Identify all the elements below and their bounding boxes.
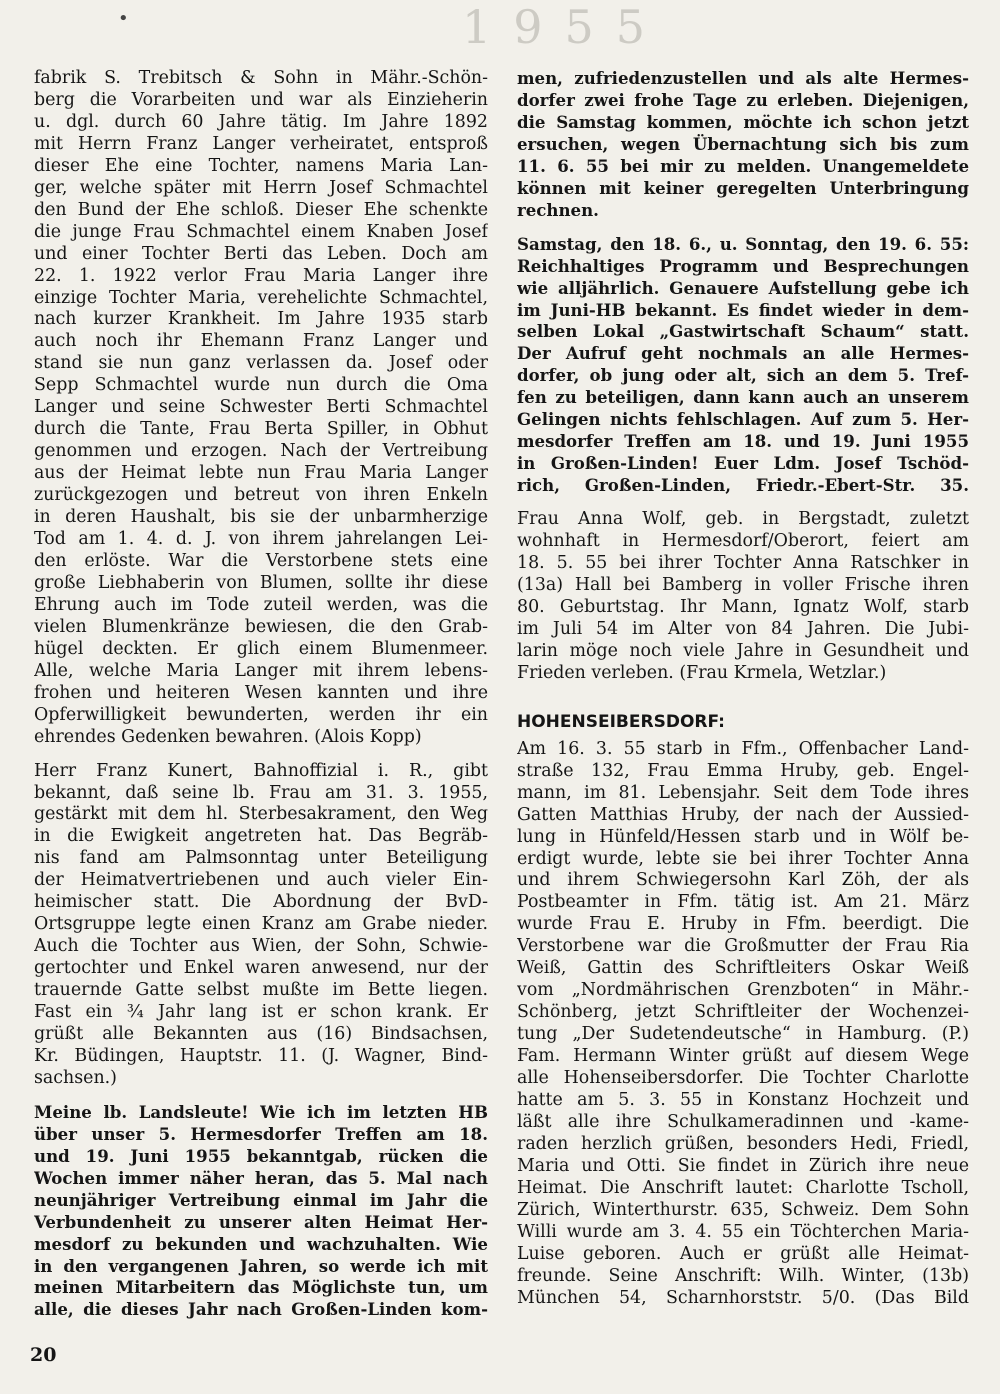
text-line: erdigt wurde, lebte sie bei ihrer Tochter Anna <box>517 848 969 869</box>
text-line: läßt alle ihre Schulkameradinnen und -kame- <box>517 1111 969 1132</box>
text-line: stand sie nun ganz verlassen da. Josef oder <box>34 353 488 374</box>
text-line: wie alljährlich. Genauere Aufstellung gebe ich <box>517 277 969 298</box>
text-line: wohnhaft in Hermesdorf/Oberort, feiert am <box>517 531 969 552</box>
left-column <box>34 68 488 1321</box>
text-line: rechnen. <box>517 199 599 220</box>
page-number: 20 <box>30 1344 57 1366</box>
text-line: Kr. Büdingen, Hauptstr. 11. (J. Wagner, Bind- <box>34 1045 488 1066</box>
text-line: und 19. Juni 1955 bekanntgab, rücken die <box>34 1145 488 1166</box>
text-line: larin möge noch viele Jahre in Gesundheit und <box>517 640 969 661</box>
text-line: zurückgezogen und betreut von ihren Enkeln <box>34 485 488 506</box>
text-line: München 54, Scharnhorststr. 5/0. (Das Bild <box>517 1287 969 1308</box>
text-line: mit Herrn Franz Langer verheiratet, entsproß <box>34 133 488 154</box>
text-line: ger, welche später mit Herrn Josef Schmachtel <box>34 177 488 198</box>
text-line: alle Hohenseibersdorfer. Die Tochter Charlotte <box>517 1068 969 1089</box>
text-line: selben Lokal „Gastwirtschaft Schaum“ statt. <box>517 321 969 342</box>
text-line: durch die Tante, Frau Berta Spiller, in Obhut <box>34 419 488 440</box>
text-line: gertochter und Enkel waren anwesend, nur der <box>34 958 488 979</box>
text-line: die junge Frau Schmachtel einem Knaben Josef <box>34 221 488 242</box>
text-line: auch noch ihr Ehemann Franz Langer und <box>34 331 488 352</box>
text-line: Meine lb. Landsleute! Wie ich im letzten HB <box>34 1101 488 1122</box>
text-line: nach kurzer Krankheit. Im Jahre 1935 starb <box>34 309 488 330</box>
text-line: Fam. Hermann Winter grüßt auf diesem Wege <box>517 1046 969 1067</box>
text-line: dorfer, ob jung oder alt, sich an dem 5. Tref- <box>517 365 969 386</box>
text-line: Alle, welche Maria Langer mit ihrem lebens- <box>34 660 488 681</box>
text-line: 80. Geburtstag. Ihr Mann, Ignatz Wolf, starb <box>517 596 969 617</box>
text-line: Verbundenheit zu unserer alten Heimat Her- <box>34 1211 488 1232</box>
text-line: Der Aufruf geht nochmals an alle Hermes- <box>517 343 969 364</box>
text-line: Auch die Tochter aus Wien, der Sohn, Schwie- <box>34 936 488 957</box>
text-line: große Liebhaberin von Blumen, sollte ihr diese <box>34 572 488 593</box>
text-line: lung in Hünfeld/Hessen starb und in Wölf be- <box>517 826 969 847</box>
text-line: Gelingen nichts fehlschlagen. Auf zum 5. Her- <box>517 409 969 430</box>
text-line: im Juni-HB bekannt. Es findet wieder in dem- <box>517 299 969 320</box>
right-column <box>517 68 969 1310</box>
text-line: Gatten Matthias Hruby, der nach der Aussied- <box>517 804 969 825</box>
text-line: Willi wurde am 3. 4. 55 ein Töchterchen Maria- <box>517 1221 969 1242</box>
text-line: den Bund der Ehe schloß. Dieser Ehe schenkte <box>34 199 488 220</box>
text-line: und ihrem Schwiegersohn Karl Zöh, der als <box>517 870 969 891</box>
text-line: ersuchen, wegen Übernachtung sich bis zum <box>517 133 969 154</box>
text-line: Am 16. 3. 55 starb in Ffm., Offenbacher Land- <box>517 738 969 759</box>
text-line: Heimat. Die Anschrift lautet: Charlotte Tscholl, <box>517 1177 969 1198</box>
paragraph-spacer <box>34 1090 488 1102</box>
text-line: Tod am 1. 4. d. J. von ihrem jahrelangen Lei- <box>34 529 488 550</box>
text-line: und einer Tochter Berti das Leben. Doch am <box>34 243 488 264</box>
paragraph-spacer <box>517 222 969 234</box>
text-line: 18. 5. 55 bei ihrer Tochter Anna Ratschker in <box>517 553 969 574</box>
text-line: dorfer zwei frohe Tage zu erleben. Diejenigen, <box>517 89 969 110</box>
text-line: im Juli 54 im Alter von 84 Jahren. Die Jubi- <box>517 618 969 639</box>
text-line: straße 132, Frau Emma Hruby, geb. Engel- <box>517 760 969 781</box>
text-line: frohen und heiteren Wesen kannten und ihre <box>34 682 488 703</box>
text-line: rich, Großen-Linden, Friedr.-Ebert-Str. 35. <box>517 475 969 496</box>
text-line: mann, im 81. Lebensjahr. Seit dem Tode ihres <box>517 782 969 803</box>
text-line: Verstorbene war die Großmutter der Frau Ria <box>517 936 969 957</box>
text-line: über unser 5. Hermesdorfer Treffen am 18. <box>34 1123 488 1144</box>
text-line: in deren Haushalt, bis sie der unbarmherzige <box>34 507 488 528</box>
text-line: Samstag, den 18. 6., u. Sonntag, den 19. 6. 55: <box>517 233 969 254</box>
text-line: Postbeamter in Ffm. tätig ist. Am 21. März <box>517 892 969 913</box>
text-line: Wochen immer näher heran, das 5. Mal nach <box>34 1167 488 1188</box>
text-line: die Samstag kommen, möchte ich schon jetzt <box>517 111 969 132</box>
text-line: mesdorf zu bekunden und wachzuhalten. Wie <box>34 1233 488 1254</box>
text-line: Maria und Otti. Sie findet in Zürich ihre neue <box>517 1155 969 1176</box>
text-line: in den vergangenen Jahren, so werde ich mit <box>34 1255 488 1276</box>
text-line: Ortsgruppe legte einen Kranz am Grabe nieder. <box>34 914 488 935</box>
text-line: berg die Vorarbeiten und war als Einzieherin <box>34 89 488 110</box>
text-line: Weiß, Gattin des Schriftleiters Oskar Weiß <box>517 958 969 979</box>
text-line: mesdorfer Treffen am 18. und 19. Juni 1955 <box>517 431 969 452</box>
text-line: einzige Tochter Maria, verehelichte Schmachtel, <box>34 287 488 308</box>
text-line: raden herzlich grüßen, besonders Hedi, Friedl, <box>517 1133 969 1154</box>
text-line: (13a) Hall bei Bamberg in voller Frische ihren <box>517 574 969 595</box>
text-line: vom „Nordmährischen Grenzboten“ in Mähr.- <box>517 980 969 1001</box>
text-line: Zürich, Winterthurstr. 635, Schweiz. Dem Sohn <box>517 1199 969 1220</box>
text-line: meinen Mitarbeitern das Möglichste tun, um <box>34 1277 488 1298</box>
text-line: alle, die dieses Jahr nach Großen-Linden kom- <box>34 1299 488 1320</box>
paragraph-spacer <box>517 685 969 709</box>
text-line: 11. 6. 55 bei mir zu melden. Unangemeldete <box>517 155 969 176</box>
page-mark: • <box>118 8 129 29</box>
text-line: grüßt alle Bekannten aus (16) Bindsachsen, <box>34 1023 488 1044</box>
text-line: heimischer statt. Die Abordnung der BvD- <box>34 892 488 913</box>
text-line: genommen und erzogen. Nach der Vertreibung <box>34 441 488 462</box>
text-line: ehrendes Gedenken bewahren. (Alois Kopp) <box>34 726 422 747</box>
text-line: hatte am 5. 3. 55 in Konstanz Hochzeit und <box>517 1089 969 1110</box>
text-line: men, zufriedenzustellen und als alte Hermes- <box>517 68 969 88</box>
text-line: den erlöste. War die Verstorbene stets eine <box>34 550 488 571</box>
paragraph-spacer <box>517 497 969 509</box>
text-line: wurde Frau E. Hruby in Ffm. beerdigt. Die <box>517 914 969 935</box>
text-line: bekannt, daß seine lb. Frau am 31. 3. 1955, <box>34 782 488 803</box>
text-line: 22. 1. 1922 verlor Frau Maria Langer ihre <box>34 265 488 286</box>
text-line: Ehrung auch im Tode zuteil werden, was die <box>34 594 488 615</box>
text-line: fabrik S. Trebitsch & Sohn in Mähr.-Schön- <box>34 68 488 88</box>
text-line: Sepp Schmachtel wurde nun durch die Oma <box>34 375 488 396</box>
text-line: tung „Der Sudetendeutsche“ in Hamburg. (P.) <box>517 1024 969 1045</box>
text-line: in Großen-Linden! Euer Ldm. Josef Tschöd- <box>517 453 969 474</box>
text-line: sachsen.) <box>34 1067 117 1088</box>
text-line: Langer und seine Schwester Berti Schmachtel <box>34 397 488 418</box>
text-line: Frau Anna Wolf, geb. in Bergstadt, zuletzt <box>517 509 969 530</box>
text-line: Schönberg, jetzt Schriftleiter der Wochenzei- <box>517 1002 969 1023</box>
text-line: können mit keiner geregelten Unterbringung <box>517 177 969 198</box>
text-line: Herr Franz Kunert, Bahnoffizial i. R., gibt <box>34 760 488 781</box>
text-line: in die Ewigkeit angetreten hat. Das Begräb- <box>34 826 488 847</box>
text-line: aus der Heimat lebte nun Frau Maria Langer <box>34 463 488 484</box>
text-line: freunde. Seine Anschrift: Wilh. Winter, (13b) <box>517 1265 969 1286</box>
text-line: vielen Blumenkränze bewiesen, die den Grab- <box>34 616 488 637</box>
paragraph-spacer <box>34 749 488 761</box>
year-stamp: 1955 <box>462 0 668 54</box>
text-line: dieser Ehe eine Tochter, namens Maria Lan- <box>34 155 488 176</box>
text-line: Fast ein ¾ Jahr lang ist er schon krank. Er <box>34 1002 488 1023</box>
text-line: hügel deckten. Er glich einem Blumenmeer. <box>34 638 488 659</box>
text-line: der Heimatvertriebenen und auch vieler Ein- <box>34 870 488 891</box>
text-line: gestärkt mit dem hl. Sterbesakrament, den Weg <box>34 804 488 825</box>
text-line: neunjähriger Vertreibung einmal im Jahr die <box>34 1189 488 1210</box>
text-line: trauernde Gatte selbst mußte im Bette liegen. <box>34 980 488 1001</box>
text-line: Frieden verleben. (Frau Krmela, Wetzlar.) <box>517 662 887 683</box>
text-line: nis fand am Palmsonntag unter Beteiligung <box>34 848 488 869</box>
text-line: Reichhaltiges Programm und Besprechungen <box>517 255 969 276</box>
text-line: u. dgl. durch 60 Jahre tätig. Im Jahre 1892 <box>34 111 488 132</box>
text-line: fen zu beteiligen, dann kann auch an unserem <box>517 387 969 408</box>
section-heading: HOHENSEIBERSDORF: <box>517 711 725 732</box>
text-line: Opferwilligkeit bewunderten, werden ihr ein <box>34 704 488 725</box>
text-line: Luise geboren. Auch er grüßt alle Heimat- <box>517 1243 969 1264</box>
